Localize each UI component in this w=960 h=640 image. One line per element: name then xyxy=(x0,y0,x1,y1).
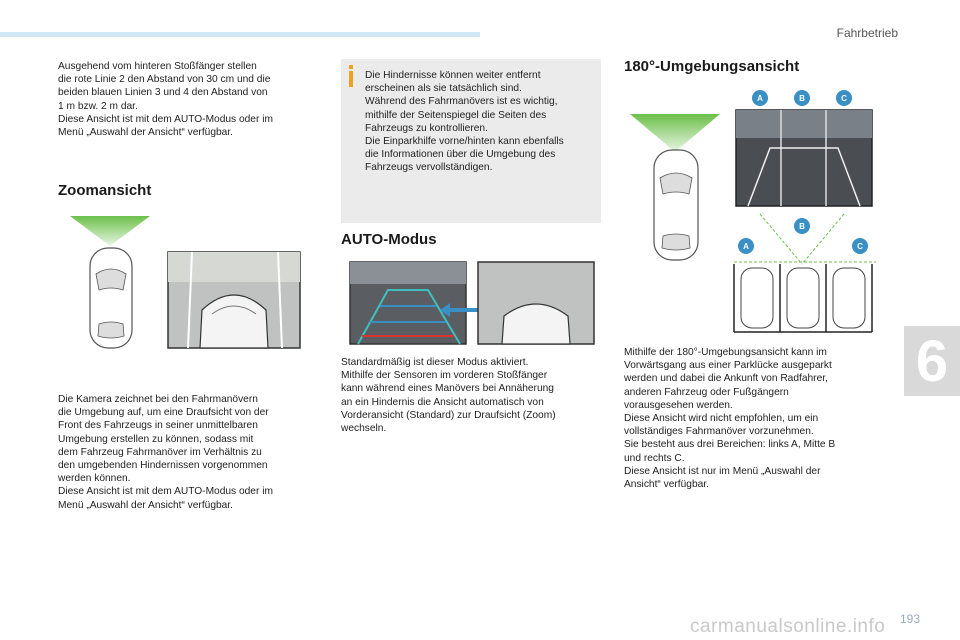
text-line: Vorwärtsgang aus einer Parklücke ausgeparkt xyxy=(624,360,832,372)
text-line: erscheinen als sie tatsächlich sind. xyxy=(365,83,522,95)
car-front-icon xyxy=(502,304,570,344)
text-line: Diese Ansicht ist mit dem AUTO-Modus oder im xyxy=(58,486,273,498)
text-line: kann während eines Manövers bei Annäherung xyxy=(341,383,554,395)
marker-c xyxy=(836,90,852,106)
text-line: Während des Fahrmanövers ist es wichtig, xyxy=(365,96,558,108)
text-line: Ansicht“ verfügbar. xyxy=(624,479,709,491)
text-line: Fahrzeugs zu kontrollieren. xyxy=(365,122,488,134)
section-label: Fahrbetrieb xyxy=(836,26,898,40)
zoom-heading: Zoomansicht xyxy=(58,182,152,199)
text-line: Menü „Auswahl der Ansicht“ verfügbar. xyxy=(58,127,233,139)
text-line: Diese Ansicht wird nicht empfohlen, um ein xyxy=(624,413,819,425)
text-line: mithilfe der Seitenspiegel die Seiten des xyxy=(365,109,547,121)
svg-text:C: C xyxy=(857,242,863,251)
text-line: 1 m bzw. 2 m dar. xyxy=(58,100,138,112)
car-top-icon xyxy=(654,150,698,260)
panorama-illustration xyxy=(620,86,882,336)
text-line: Mithilfe der Sensoren im vorderen Stoßfänger xyxy=(341,370,548,382)
text-line: Vorderansicht (Standard) zur Draufsicht (Zoom) xyxy=(341,409,556,421)
text-line: werden und dabei die Ankunft von Radfahrer, xyxy=(624,373,828,385)
panorama-heading: 180°-Umgebungsansicht xyxy=(624,58,800,75)
auto-heading: AUTO-Modus xyxy=(341,231,437,248)
svg-text:B: B xyxy=(799,222,805,231)
info-text xyxy=(365,69,564,175)
text-line: Die Hindernisse können weiter entfernt xyxy=(365,70,541,81)
text-line: und rechts C. xyxy=(624,452,685,464)
camera-field xyxy=(630,114,720,152)
text-line: den umgebenden Hindernissen vorgenommen xyxy=(58,460,268,472)
camera-field xyxy=(70,216,150,246)
info-icon xyxy=(348,65,354,87)
text-line: die Umgebung auf, um eine Draufsicht von der xyxy=(58,407,269,419)
text-line: Menü „Auswahl der Ansicht“ verfügbar. xyxy=(58,499,233,511)
svg-text:B: B xyxy=(799,94,805,103)
auto-illustration xyxy=(348,260,598,350)
text-line: die rote Linie 2 den Abstand von 30 cm und die xyxy=(58,74,271,86)
svg-text:C: C xyxy=(841,94,847,103)
text-line: Fahrzeugs vervollständigen. xyxy=(365,162,493,174)
text-line: Ausgehend vom hinteren Stoßfänger stellen xyxy=(58,61,257,72)
car-top-icon xyxy=(90,248,132,348)
text-line: anderen Fahrzeug oder Fußgängern xyxy=(624,386,789,398)
text-line: Die Einparkhilfe vorne/hinten kann ebenfalls xyxy=(365,136,564,148)
marker-c xyxy=(852,238,868,254)
chapter-tab: 6 xyxy=(904,326,960,396)
text-line: Standardmäßig ist dieser Modus aktiviert. xyxy=(341,357,529,368)
marker-a xyxy=(752,90,768,106)
car-front-icon xyxy=(200,295,268,348)
svg-text:A: A xyxy=(757,94,763,103)
panorama-text xyxy=(624,346,835,491)
auto-text xyxy=(341,356,556,435)
text-line: beiden blauen Linien 3 und 4 den Abstand von xyxy=(58,87,268,99)
marker-b xyxy=(794,90,810,106)
parking-bay-diagram xyxy=(734,264,872,332)
text-line: die Informationen über die Umgebung des xyxy=(365,149,556,161)
text-line: vollständiges Fahrmanöver vorzunehmen. xyxy=(624,426,814,438)
page-number: 193 xyxy=(900,612,921,626)
svg-text:A: A xyxy=(743,242,749,251)
text-line: wechseln. xyxy=(341,423,387,435)
text-line: Diese Ansicht ist nur im Menü „Auswahl der xyxy=(624,465,821,477)
text-line: Diese Ansicht ist mit dem AUTO-Modus oder im xyxy=(58,113,273,125)
header-rule xyxy=(0,32,480,37)
zoom-text xyxy=(58,393,273,512)
info-box xyxy=(341,59,601,223)
watermark: carmanualsonline.info xyxy=(690,616,886,637)
marker-b xyxy=(794,218,810,234)
text-line: Umgebung erstellen zu können, sodass mit xyxy=(58,433,254,445)
text-line: an ein Hindernis die Ansicht automatisch von xyxy=(341,396,544,408)
text-line: dem Fahrzeug Fahrmanöver im Verhältnis zu xyxy=(58,446,262,458)
text-line: Die Kamera zeichnet bei den Fahrmanövern xyxy=(58,394,258,405)
text-line: werden können. xyxy=(58,473,131,485)
marker-a xyxy=(738,238,754,254)
zoom-illustration xyxy=(60,210,310,360)
text-line: Front des Fahrzeugs in seiner unmittelbaren xyxy=(58,420,258,432)
text-line: vorausgesehen werden. xyxy=(624,399,733,411)
text-line: Sie besteht aus drei Bereichen: links A, Mitte B xyxy=(624,439,836,451)
intro-text xyxy=(58,60,273,139)
text-line: Mithilfe der 180°-Umgebungsansicht kann im xyxy=(624,347,827,358)
